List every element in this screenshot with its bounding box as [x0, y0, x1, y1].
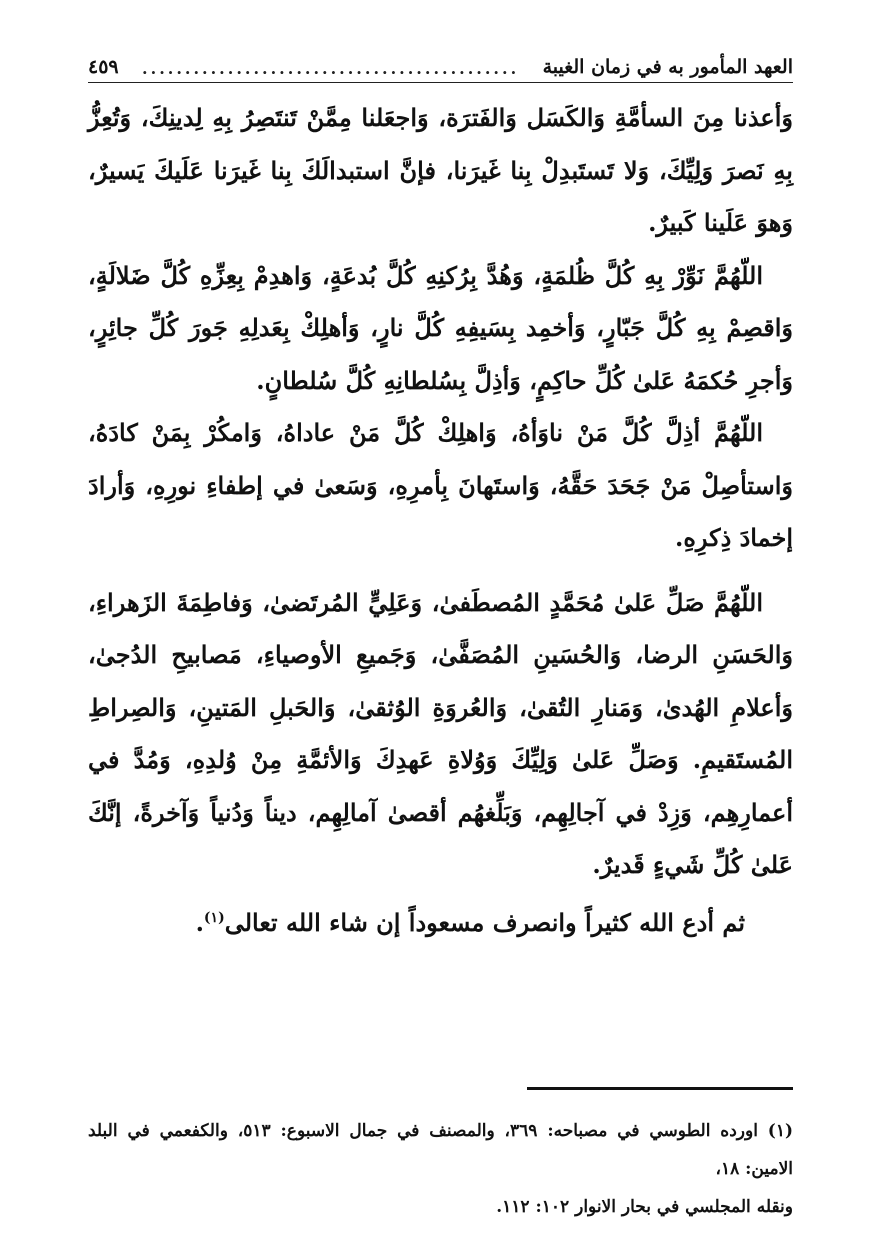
footnote [88, 1112, 793, 1226]
paragraph-4: اللّهُمَّ صَلِّ عَلىٰ مُحَمَّدٍ المُصطَفىٰ، وَعَلِيٍّ المُرتَضىٰ، وَفاطِمَةَ الزَهراءِ، وَالحَسَنِ الرضا، وَالحُسَينِ المُصَفَّىٰ، وَجَميعِ الأوصياءِ، مَصابيحِ الدُجىٰ، وَأعلامِ الهُدىٰ، وَمَنارِ التُقىٰ، وَالعُروَةِ الوُثقىٰ، وَالحَبلِ المَتينِ، وَالصِراطِ المُستَقيمِ. وَصَلِّ عَلىٰ وَلِيِّكَ وَوُلاةِ عَهدِكَ وَالأئمَّةِ مِنْ وُلدِهِ، وَمُدَّ في أعمارِهِم، وَزِدْ في آجالِهِم، وَبَلِّغهُم أقصىٰ آمالِهِم، ديناً وَدُنياً وَآخرةً، إنَّكَ عَلىٰ كُلِّ شَيءٍ قَديرٌ. [88, 587, 794, 879]
closing-period: . [195, 907, 204, 937]
page-number: ٤٥٩ [88, 56, 119, 78]
running-title: العهد المأمور به في زمان الغيبة [542, 56, 793, 78]
footnote-line-1: (١) اورده الطوسي في مصباحه: ٣٦٩، والمصنف في جمال الاسبوع: ٥١٣، والكفعمي في البلد الامين: ١٨، [88, 1121, 794, 1179]
paragraph-2: اللّهُمَّ نَوِّرْ بِهِ كُلَّ ظُلمَةٍ، وَهُدَّ بِرُكنِهِ كُلَّ بُدعَةٍ، وَاهدِمْ بِعِزِّهِ كُلَّ ضَلالَةٍ، وَاقصِمْ بِهِ كُلَّ جَبّارٍ، وَأخمِد بِسَيفِهِ كُلَّ نارٍ، وَأهلِكْ بِعَدلِهِ جَورَ كُلِّ جائِرٍ، وَأجرِ حُكمَهُ عَلىٰ كُلِّ حاكِمٍ، وَأذِلَّ بِسُلطانِهِ كُلَّ سُلطانٍ. [88, 260, 793, 395]
paragraph-1: وَأعذنا مِنَ السأمَّةِ وَالكَسَل وَالفَترَة، وَاجعَلنا مِمَّنْ تَنتَصِرُ بِهِ لِدينِكَ، وَتُعِزُّ بِهِ نَصرَ وَلِيِّكَ، وَلا تَستَبدِلْ بِنا غَيرَنا، فإنَّ استبدالَكَ بِنا غَيرَنا عَلَيكَ يَسيرٌ، وَهوَ عَلَينا كَبيرٌ. [88, 103, 793, 237]
footnote-separator [527, 1087, 793, 1090]
closing-line [88, 892, 793, 950]
running-header [88, 38, 793, 78]
closing-text: ثم أدع الله كثيراً وانصرف مسعوداً إن شاء الله تعالى [224, 907, 745, 937]
footnote-reference[interactable]: (١) [203, 909, 225, 926]
main-text [88, 92, 793, 949]
header-rule [88, 82, 793, 83]
footnote-line-2: ونقله المجلسي في بحار الانوار ١٠٢: ١١٢. [496, 1197, 793, 1217]
paragraph-3: اللّهُمَّ أذِلَّ كُلَّ مَنْ ناوَأهُ، وَاهلِكْ كُلَّ مَنْ عاداهُ، وَامكُرْ بِمَنْ كادَهُ، وَاستأصِلْ مَنْ جَحَدَ حَقَّهُ، وَاستَهانَ بِأمرِهِ، وَسَعىٰ في إطفاءِ نورِهِ، وَأرادَ إخمادَ ذِكرِهِ. [88, 418, 793, 552]
leader-dots: ............................................ [142, 59, 520, 78]
